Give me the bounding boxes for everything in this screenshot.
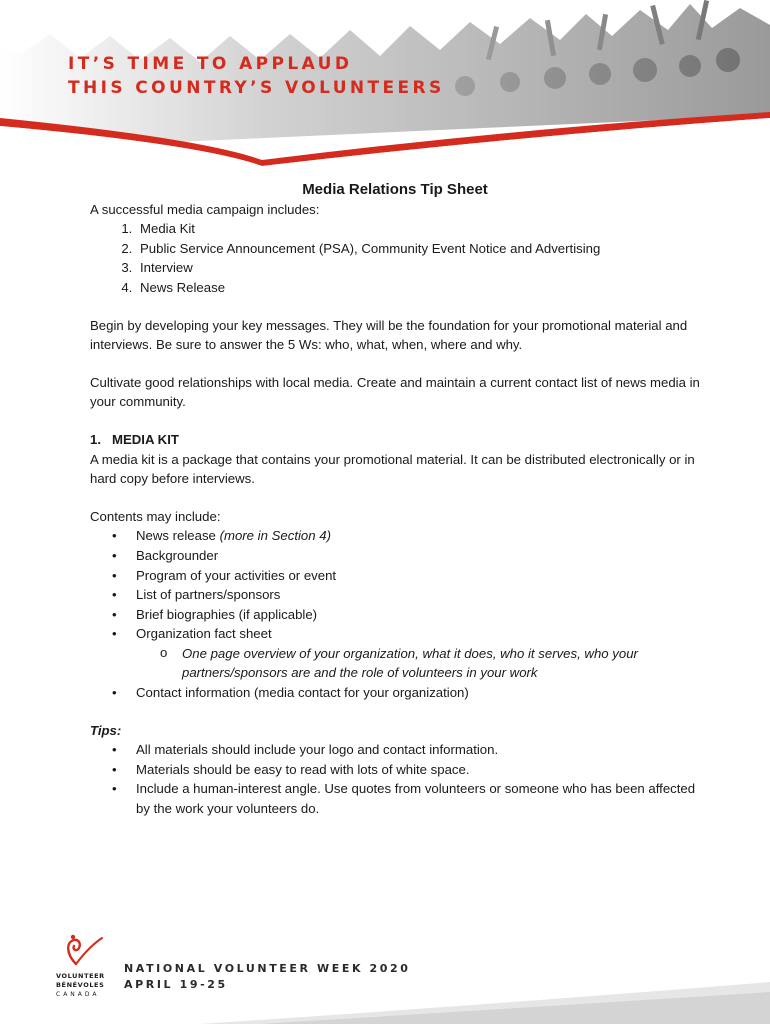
contents-item: • Backgrounder <box>136 546 700 566</box>
fact-sheet-text: Organization fact sheet <box>136 626 272 642</box>
contents-item: • Program of your activities or event <box>136 566 700 586</box>
fact-sheet-sub-item: o One page overview of your organization, what it does, who it serves, who your partners/sponsors are and the role of volunteers in your work <box>182 644 700 683</box>
headline-line-2: THIS COUNTRY’S VOLUNTEERS <box>68 78 445 98</box>
contents-label: Contents may include: <box>90 508 221 524</box>
event-name: NATIONAL VOLUNTEER WEEK 2020 <box>124 962 411 975</box>
event-dates: APRIL 19-25 <box>124 978 228 991</box>
fact-sheet-sublist <box>136 644 700 683</box>
logo-wordmark <box>56 972 105 999</box>
news-release-text: News release <box>136 528 216 544</box>
contents-item: • List of partners/sponsors <box>136 585 700 605</box>
volunteer-canada-logo <box>56 934 120 1004</box>
contents-list <box>90 526 700 702</box>
banner-headline <box>68 52 445 100</box>
section-number: 1. <box>90 431 101 447</box>
news-release-note: (more in Section 4) <box>219 528 331 544</box>
footer-swoosh <box>200 974 770 1024</box>
tip-item: • All materials should include your logo and contact information. <box>136 740 700 760</box>
campaign-item: 2. Public Service Announcement (PSA), Community Event Notice and Advertising <box>136 239 700 259</box>
heart-figure-icon <box>62 934 108 970</box>
contents-item: • Contact information (media contact for your organization) <box>136 683 700 703</box>
intro-text: A successful media campaign includes: <box>90 201 320 217</box>
key-messages-paragraph: Begin by developing your key messages. They will be the foundation for your promotional material and interviews. Be sure to answer the 5 Ws: who, what, when, where and why. <box>90 317 688 353</box>
contents-item: • Brief biographies (if applicable) <box>136 605 700 625</box>
campaign-item: 1. Media Kit <box>136 219 700 239</box>
contents-item <box>136 526 700 546</box>
tip-item: • Include a human-interest angle. Use quotes from volunteers or someone who has been affected by the work your volunteers do. <box>136 779 700 818</box>
contents-item <box>136 624 700 683</box>
logo-line-benevoles: BÉNÉVOLES <box>56 981 105 989</box>
tip-sheet-document <box>90 180 700 819</box>
relationships-paragraph: Cultivate good relationships with local media. Create and maintain a current contact list of news media in your community. <box>90 374 700 410</box>
tip-item: • Materials should be easy to read with lots of white space. <box>136 760 700 780</box>
media-kit-description: A media kit is a package that contains your promotional material. It can be distributed electronically or in hard copy before interviews. <box>90 451 695 487</box>
tips-label: Tips: <box>90 722 122 738</box>
tips-list <box>90 740 700 818</box>
logo-line-volunteer: VOLUNTEER <box>56 972 105 980</box>
logo-line-canada: CANADA <box>56 991 100 998</box>
section-heading-media-kit <box>90 430 700 450</box>
headline-line-1: IT’S TIME TO APPLAUD <box>68 54 353 74</box>
section-title: MEDIA KIT <box>112 431 179 447</box>
campaign-item: 4. News Release <box>136 278 700 298</box>
campaign-list <box>90 219 700 297</box>
document-title: Media Relations Tip Sheet <box>302 181 488 198</box>
campaign-item: 3. Interview <box>136 258 700 278</box>
